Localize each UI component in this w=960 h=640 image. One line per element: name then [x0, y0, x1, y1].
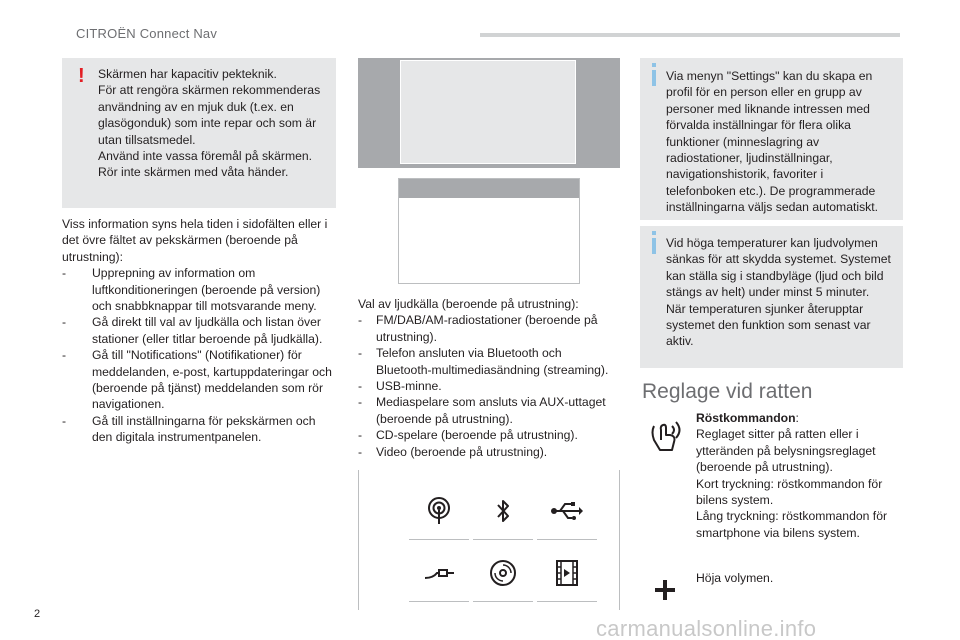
volume-up-description: Höja volymen. [696, 571, 774, 585]
audio-source-icons [358, 470, 620, 610]
watermark: carmanualsonline.info [596, 616, 817, 640]
list-item: - Gå till "Notifications" (Notifikationer) för meddelanden, e-post, kartuppdateringar och (beroende på tjänst) meddelanden som rör navigationen. [62, 347, 338, 413]
list-item: - FM/DAB/AM-radiostationer (beroende på utrustning). [358, 312, 620, 345]
voice-command-text: Reglaget sitter på ratten eller i ytteränden på belysningsreglaget (beroende på utrustning). Kort tryckning: röstkommandon för bilens system. Lång tryckning: röstkommandon för smartphone via bilens system. [696, 427, 888, 540]
cd-icon [471, 544, 535, 602]
voice-command-colon: : [795, 411, 799, 425]
warning-box [62, 58, 336, 208]
voice-command-description [696, 410, 906, 541]
info-icon [652, 70, 656, 86]
list-item: - Upprepning av information om luftkonditioneringen (beroende på version) och snabbknappar till motsvarande meny. [62, 265, 338, 314]
bluetooth-icon [471, 482, 535, 540]
list-item: - Telefon ansluten via Bluetooth och Bluetooth-multimediasändning (streaming). [358, 345, 620, 378]
side-bar-list [62, 265, 338, 445]
info-icon [652, 238, 656, 254]
voice-command-icon [646, 420, 686, 459]
touchscreen-illustration [358, 58, 620, 168]
audio-source-info [358, 296, 620, 460]
list-item: - Video (beroende på utrustning). [358, 444, 620, 460]
list-item: - USB-minne. [358, 378, 620, 394]
temperature-info-box [640, 226, 903, 368]
manual-title: CITROËN Connect Nav [76, 26, 218, 41]
temperature-info-text: Vid höga temperaturer kan ljudvolymen sänkas för att skydda systemet. Systemet kan ställa sig i standbyläge (ljud och bild stängs av helt) under minst 5 minuter. När temperaturen sjunker återupptar systemet den funktion som senast var aktiv. [666, 236, 891, 349]
usb-icon [535, 482, 599, 540]
audio-source-list [358, 312, 620, 460]
audio-source-intro: Val av ljudkälla (beroende på utrustning): [358, 297, 579, 311]
radio-icon [407, 482, 471, 540]
aux-jack-icon [407, 544, 471, 602]
settings-info-box [640, 58, 903, 220]
header-rule [480, 33, 900, 37]
screen-layout-illustration [398, 178, 580, 284]
side-bar-info [62, 216, 338, 446]
list-item: - CD-spelare (beroende på utrustning). [358, 427, 620, 443]
list-item: - Mediaspelare som ansluts via AUX-uttaget (beroende på utrustning). [358, 394, 620, 427]
side-bar-intro: Viss information syns hela tiden i sidofälten eller i det övre fältet av pekskärmen (beroende på utrustning): [62, 217, 328, 264]
plus-icon [654, 579, 676, 606]
list-item: - Gå till inställningarna för pekskärmen och den digitala instrumentpanelen. [62, 413, 338, 446]
settings-info-text: Via menyn "Settings" kan du skapa en profil för en person eller en grupp av personer med liknande intressen med förvalda inställningar för flera olika funktioner (minneslagring av radiostationer, ljudinställningar, navigationshistorik, favoriter i telefonboken etc.). De programmerade inställningarna väljs sedan automatiskt. [666, 69, 879, 215]
screen-display-area [400, 60, 576, 164]
screen-top-bar [399, 179, 579, 198]
video-icon [535, 544, 599, 602]
warning-icon: ! [78, 65, 85, 87]
warning-text: Skärmen har kapacitiv pekteknik. För att rengöra skärmen rekommenderas användning av en mjuk duk (t.ex. en glasögonduk) som inte repar och som är utan tillsatsmedel. Använd inte vassa föremål på skärmen. Rör inte skärmen med våta händer. [98, 67, 321, 180]
section-heading: Reglage vid ratten [642, 380, 813, 403]
page-number: 2 [34, 608, 41, 620]
voice-command-title: Röstkommandon [696, 411, 796, 425]
list-item: - Gå direkt till val av ljudkälla och listan över stationer (eller titlar beroende på ljudkälla). [62, 314, 338, 347]
